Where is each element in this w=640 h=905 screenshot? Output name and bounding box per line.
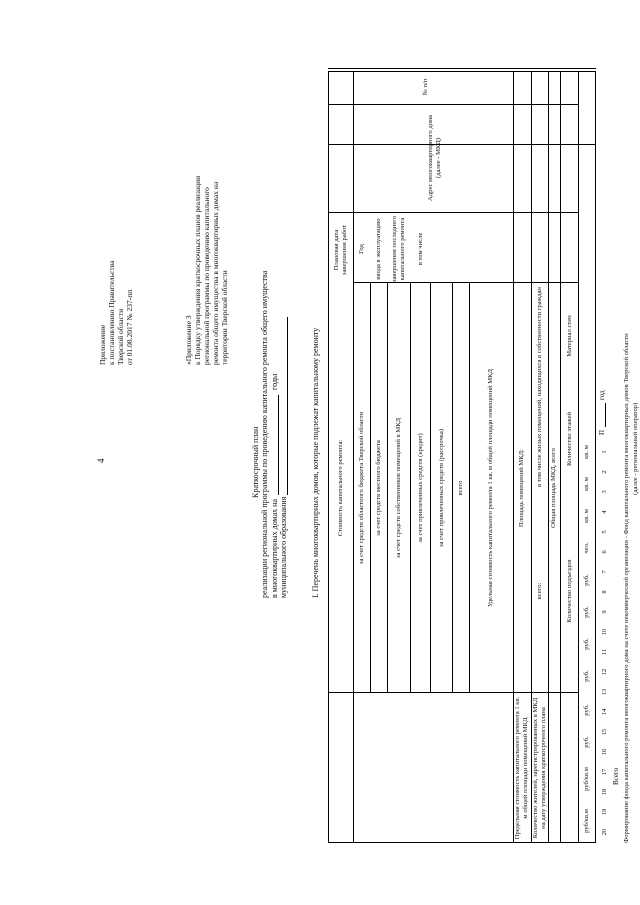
colnum-18: 18 (601, 788, 608, 796)
header-cost-credit: за счет привлеченных средств (кредит) (416, 433, 424, 543)
unit-12: руб. (583, 574, 590, 586)
colnum-10: 10 (601, 628, 608, 636)
appendix3-line2: к Порядку утверждения краткосрочных планов реализации (193, 175, 202, 365)
plan-municipality: муниципального образования (279, 496, 288, 598)
unit-14: руб. (583, 638, 590, 650)
plan-years-prefix: в многоквартирных домах на (270, 499, 279, 598)
period-blank-line (605, 403, 606, 427)
plan-title: Краткосрочный план (251, 426, 260, 498)
appendix3-line3: региональной программы по проведению капитального (202, 187, 211, 365)
header-cost-installment: за счет привлеченных средств (рассрочка) (437, 428, 445, 548)
unit-18: руб/кв.м (583, 809, 590, 833)
colnum-5: 5 (601, 530, 608, 534)
appendix-line4: от 01.08.2017 № 237-пп (125, 289, 134, 365)
unit-8: кв. м (583, 445, 590, 459)
header-residents: Количество жителей, зарегистрированных в МКД на дату утверждения краткосрочного плана (532, 697, 547, 839)
header-premises-area: Площадь помещений МКД: (518, 449, 525, 527)
unit-19: руб/кв.м (583, 767, 590, 791)
colnum-17: 17 (601, 768, 608, 776)
header-premises-residential: в том числе жилых помещений, находящихся в собственности граждан (536, 287, 543, 487)
colnum-3: 3 (601, 490, 608, 494)
header-premises-total: всего: (536, 582, 543, 600)
appendix3-line1: «Приложение 3 (184, 315, 193, 365)
period-prefix: П (598, 429, 606, 435)
footer-note-line2: (далее - региональный оператор) (632, 402, 639, 495)
header-address: Адрес многоквартирного дома (далее - МКД) (426, 115, 442, 201)
plan-years-suffix: годы (270, 373, 279, 390)
section-title: I. Перечень многоквартирных домов, которые подлежат капитальному ремонту (311, 327, 320, 598)
appendix-line2: к постановлению Правительства (107, 260, 116, 365)
appendix3-line5: территории Тверской области (220, 270, 229, 365)
colnum-13: 13 (601, 688, 608, 696)
years-blank-line (278, 395, 279, 495)
header-entrances: Количество подъездов (565, 559, 573, 623)
colnum-11: 11 (601, 648, 608, 656)
header-max-cost: Предельная стоимость капитального ремонта 1 кв. м общей площади помещений МКД (514, 696, 529, 840)
unit-13: руб. (583, 606, 590, 618)
unit-11: чел. (583, 542, 590, 554)
header-cost-total: всего (457, 480, 464, 496)
unit-15: руб. (583, 670, 590, 682)
colnum-9: 9 (601, 610, 608, 614)
header-cost-local: за счет средств местного бюджета (375, 440, 382, 536)
footer-note-line1: Формирование фонда капитального ремонта многоквартирного дома на счете некоммерческой организации - Фонд капитального ремонта многоквартирных домов Тверской области (623, 333, 630, 843)
colnum-19: 19 (601, 808, 608, 816)
appendix3-line4: ремонта общего имущества в многоквартирных домах на (211, 181, 220, 365)
unit-10: кв. м (583, 509, 590, 523)
unit-9: кв. м (583, 477, 590, 491)
colnum-6: 6 (601, 550, 608, 554)
header-num: № п/п (422, 78, 429, 96)
colnum-1: 1 (601, 450, 608, 454)
colnum-2: 2 (601, 470, 608, 474)
header-year-repair: завершения последнего капитального ремонта (391, 215, 406, 283)
colnum-16: 16 (601, 748, 608, 756)
colnum-15: 15 (601, 728, 608, 736)
colnum-7: 7 (601, 570, 608, 574)
header-walls: Материал стен (565, 315, 573, 357)
unit-16: руб. (583, 704, 590, 716)
colnum-4: 4 (601, 510, 608, 514)
unit-17: руб. (583, 736, 590, 748)
colnum-20: 20 (601, 828, 608, 836)
municipality-blank-line (287, 317, 288, 495)
appendix-line1: Приложение (98, 324, 107, 365)
page-number: 4 (96, 458, 106, 463)
header-floors: Количество этажей (565, 412, 573, 466)
header-planned-date: Плановая дата завершения работ (333, 224, 348, 276)
header-cost-owners: за счет средств собственников помещений в МКД (395, 417, 402, 559)
header-year-commission: ввода в эксплуатацию (375, 218, 382, 280)
plan-subtitle: реализации региональной программы по проведению капитального ремонта общего имущества (260, 270, 269, 598)
header-unit-cost: Удельная стоимость капитального ремонта 1 кв. м общей площади помещений МКД (487, 368, 494, 608)
appendix-line3: Тверской области (116, 308, 125, 365)
header-cost-incl: в том числе (416, 232, 424, 266)
period-suffix: год (598, 390, 606, 400)
header-cost: Стоимость капитального ремонта: (337, 439, 344, 537)
header-cost-regional: за счет средств областного бюджета Тверской области (358, 411, 365, 565)
colnum-14: 14 (601, 708, 608, 716)
colnum-12: 12 (601, 668, 608, 676)
total-label: Всего (612, 767, 620, 785)
colnum-8: 8 (601, 590, 608, 594)
header-year: Год (358, 244, 365, 254)
header-total-area: Общая площадь МКД, всего (550, 448, 557, 528)
